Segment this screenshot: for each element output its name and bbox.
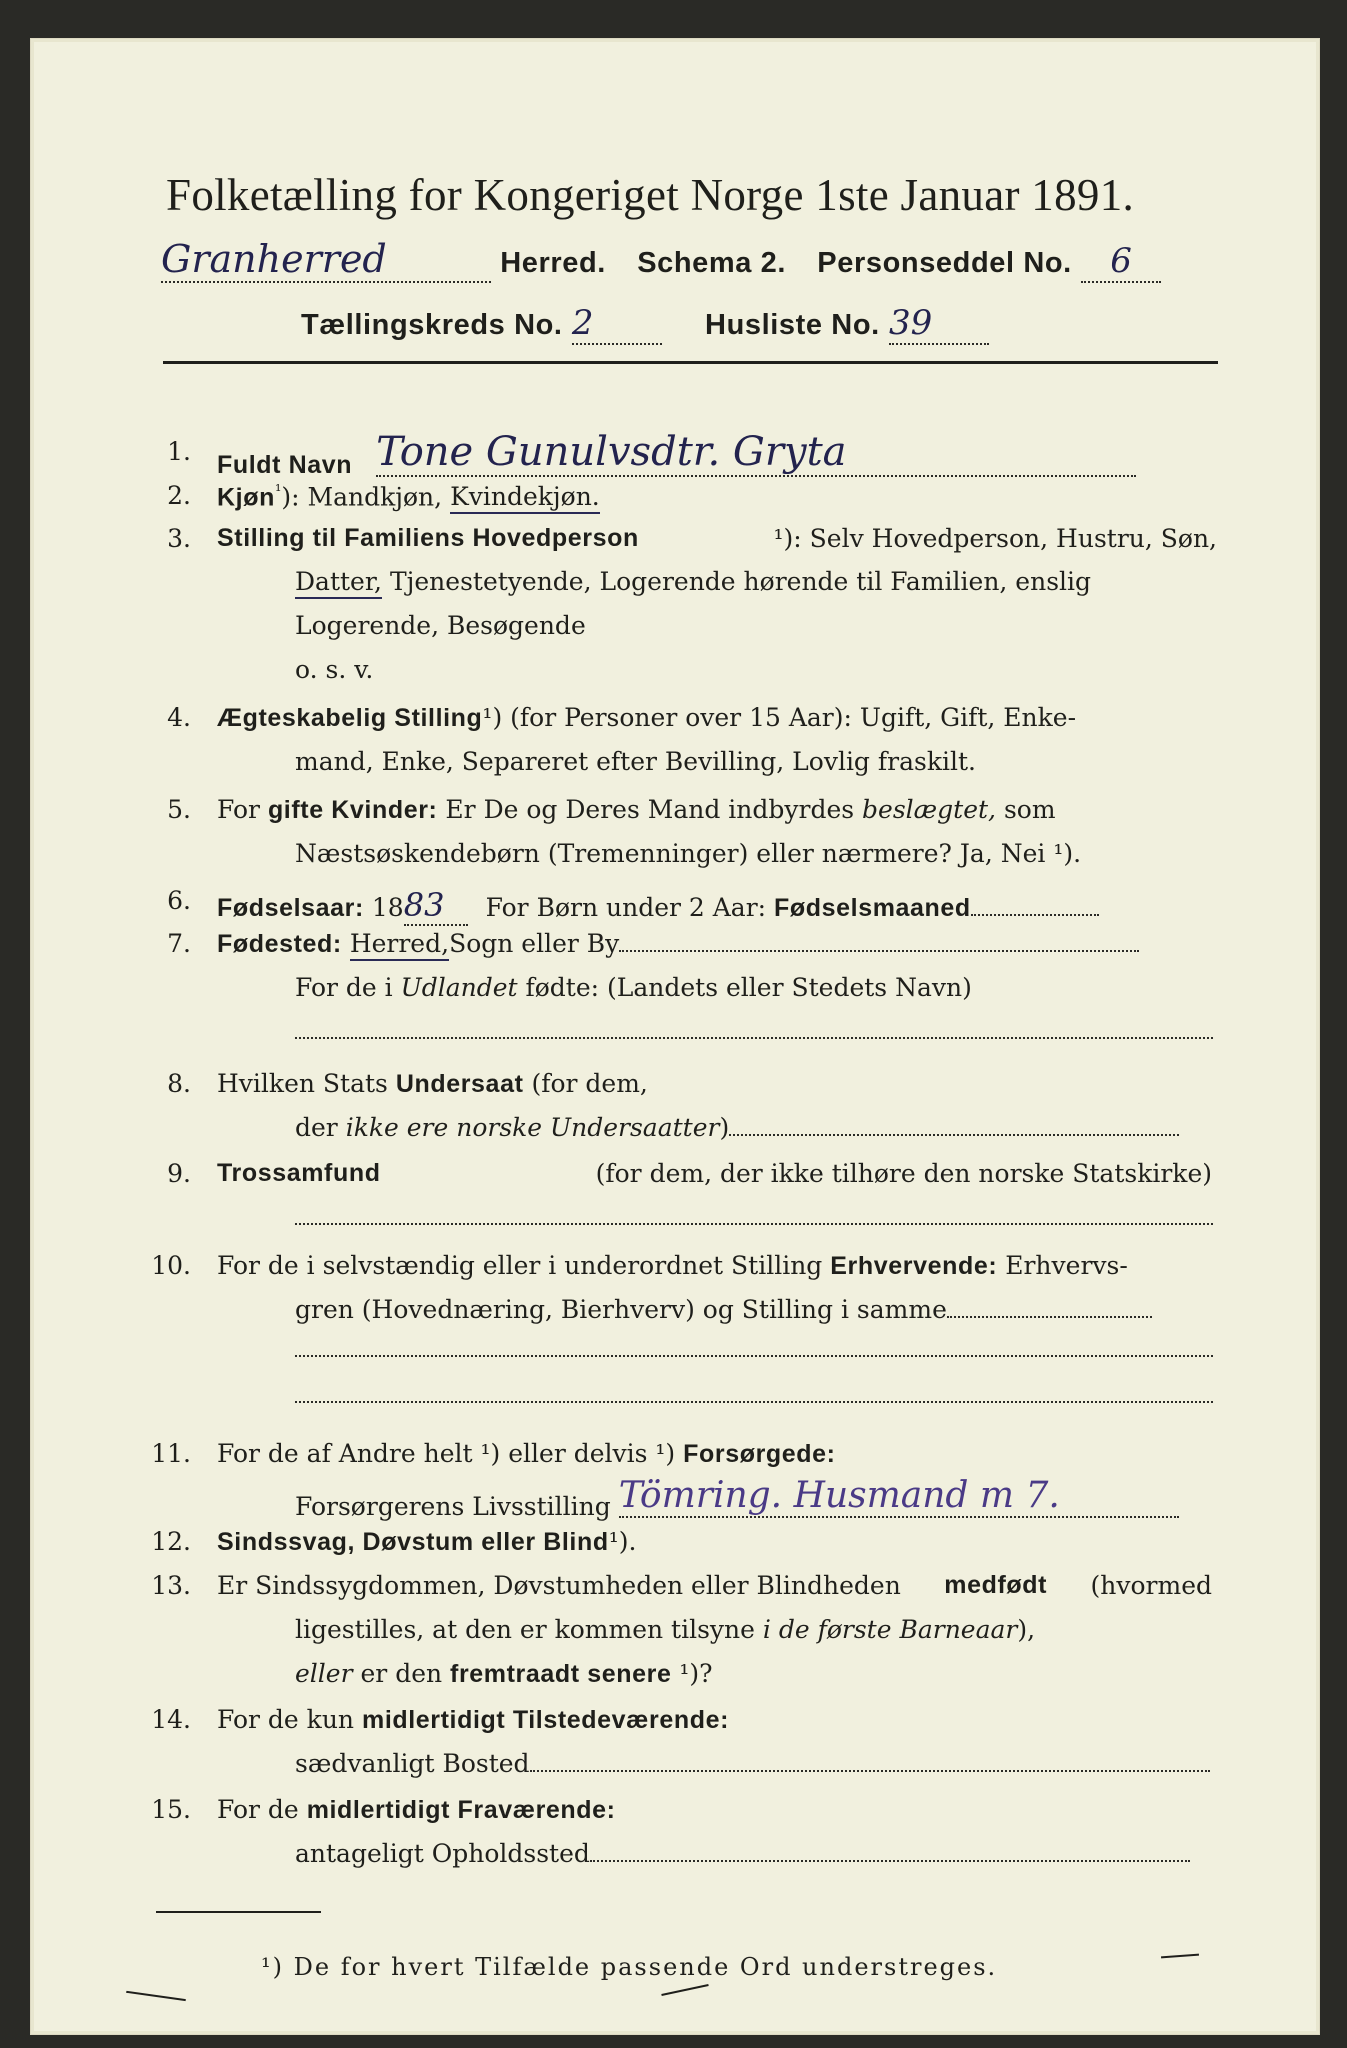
item-14-line-2 xyxy=(295,1749,1210,1778)
item-3-label: Stilling til Familiens Hovedperson xyxy=(217,524,639,552)
item-12-number: 12. xyxy=(151,1527,191,1556)
item-10-leader xyxy=(947,1316,1152,1318)
item-13-line-1 xyxy=(217,1571,1212,1600)
provider-occupation-value: Tömring. Husmand m 7. xyxy=(619,1475,1179,1518)
item-15-leader xyxy=(590,1860,1190,1862)
item-7-leader xyxy=(619,950,1139,952)
item-8-line-2-end: ) xyxy=(719,1113,730,1142)
item-6-label-2: Fødselsmaaned xyxy=(774,894,971,922)
item-9-blank-line xyxy=(295,1223,1213,1225)
herred-line xyxy=(161,237,1161,283)
footnote-rule xyxy=(156,1911,321,1913)
item-13-label: medfødt xyxy=(944,1571,1048,1599)
personseddel-number: 6 xyxy=(1081,241,1161,283)
item-13-line-2-italic: i de første Barneaar xyxy=(762,1615,1018,1644)
item-5-label: gifte Kvinder: xyxy=(267,796,438,824)
item-5-pre: For xyxy=(217,795,260,824)
item-4-line-1 xyxy=(217,703,1076,733)
item-3-line-1-rest: ¹): Selv Hovedperson, Hustru, Søn, xyxy=(773,524,1217,553)
footnote: ¹) De for hvert Tilfælde passende Ord understreges. xyxy=(261,1953,998,1981)
item-2-label: Kjøn xyxy=(217,483,275,512)
ink-mark xyxy=(661,1984,708,1996)
item-6-row xyxy=(217,886,1099,926)
item-9-row xyxy=(217,1159,1212,1188)
item-11-line-1 xyxy=(217,1439,836,1469)
item-15-number: 15. xyxy=(151,1795,191,1824)
item-6-rest: For Børn under 2 Aar: xyxy=(485,893,767,922)
ink-mark xyxy=(126,1991,186,2001)
item-10-label: Erhvervende: xyxy=(830,1252,998,1280)
husliste-number: 39 xyxy=(889,303,989,345)
item-13-pre: Er Sindssygdommen, Døvstumheden eller Blindheden xyxy=(217,1571,901,1600)
personseddel-label: Personseddel No. xyxy=(817,247,1072,279)
item-6-prefix: 18 xyxy=(371,893,404,922)
item-4-number: 4. xyxy=(167,703,191,732)
item-8-leader xyxy=(729,1134,1179,1136)
item-11-number: 11. xyxy=(151,1439,191,1468)
item-5-line-1-rest: Er De og Deres Mand indbyrdes xyxy=(445,795,855,824)
item-2-sup: ¹ xyxy=(274,481,282,500)
item-7-number: 7. xyxy=(167,929,191,958)
item-13-number: 13. xyxy=(151,1571,191,1600)
item-15-pre: For de xyxy=(217,1795,299,1824)
item-8-number: 8. xyxy=(167,1069,191,1098)
item-10-line-2-text: gren (Hovednæring, Bierhverv) og Stilling i samme xyxy=(295,1295,947,1324)
ink-mark xyxy=(1161,1954,1199,1959)
item-14-number: 14. xyxy=(151,1705,191,1734)
item-9-number: 9. xyxy=(167,1159,191,1188)
kreds-number: 2 xyxy=(572,303,662,345)
kreds-label: Tællingskreds No. xyxy=(301,309,563,341)
item-10-line-2 xyxy=(295,1295,1152,1324)
item-7-rest: Sogn eller By xyxy=(449,929,620,958)
item-1-number: 1. xyxy=(167,437,191,466)
item-8-line-2-pre: der xyxy=(295,1113,338,1142)
item-2-row xyxy=(217,481,600,512)
herred-label: Herred. xyxy=(500,247,606,279)
item-10-blank-line-2 xyxy=(295,1401,1213,1403)
kreds-line xyxy=(301,303,989,345)
item-11-pre: For de af Andre helt ¹) eller delvis ¹) xyxy=(217,1439,676,1468)
herred-name: Granherred xyxy=(161,237,491,283)
husliste-label: Husliste No. xyxy=(705,309,880,341)
item-14-line-1 xyxy=(217,1705,729,1735)
item-4-line-2: mand, Enke, Separeret efter Bevilling, Lovlig fraskilt. xyxy=(295,747,976,776)
item-10-blank-line-1 xyxy=(295,1355,1213,1357)
item-8-rest: (for dem, xyxy=(531,1069,648,1098)
item-7-line-1 xyxy=(217,929,1139,959)
item-7-line-2-rest: fødte: (Landets eller Stedets Navn) xyxy=(525,973,972,1002)
item-4-line-1-rest: ¹) (for Personer over 15 Aar): Ugift, Gift, Enke- xyxy=(482,703,1077,732)
full-name-value: Tone Gunulvsdtr. Gryta xyxy=(376,429,1136,477)
item-6-label: Fødselsaar: xyxy=(217,894,364,922)
item-15-label: midlertidigt Fraværende: xyxy=(306,1796,616,1824)
item-5-line-2: Næstsøskendebørn (Tremenninger) eller nærmere? Ja, Nei ¹). xyxy=(295,839,1082,868)
header-rule xyxy=(163,361,1218,364)
item-12-label: Sindssvag, Døvstum eller Blind xyxy=(217,1528,609,1556)
census-form-sheet xyxy=(30,38,1320,2035)
item-8-label: Undersaat xyxy=(395,1070,524,1098)
item-1-label: Fuldt Navn xyxy=(217,451,353,479)
item-14-line-2-text: sædvanligt Bosted xyxy=(295,1749,530,1778)
item-13-line-2 xyxy=(295,1615,1035,1644)
item-6-number: 6. xyxy=(167,886,191,915)
item-10-pre: For de i selvstændig eller i underordnet Stilling xyxy=(217,1251,823,1280)
item-3-line-2-rest: Tjenestetyende, Logerende hørende til Familien, enslig xyxy=(389,567,1092,596)
item-13-line-2-end: ), xyxy=(1017,1615,1036,1644)
item-7-line-2-pre: For de i xyxy=(295,973,393,1002)
item-13-line-3-end: ¹)? xyxy=(679,1659,713,1688)
item-10-line-1 xyxy=(217,1251,1128,1281)
item-2-rest: ): Mandkjøn, xyxy=(281,482,443,512)
item-13-line-2-pre: ligestilles, at den er kommen tilsyne xyxy=(295,1615,755,1644)
item-15-line-2 xyxy=(295,1839,1190,1868)
item-12-row xyxy=(217,1527,636,1557)
item-7-line-2-italic: Udlandet xyxy=(400,973,518,1002)
item-8-pre: Hvilken Stats xyxy=(217,1069,388,1098)
item-3-line-4: o. s. v. xyxy=(295,655,374,684)
item-14-pre: For de kun xyxy=(217,1705,355,1734)
schema-label: Schema 2. xyxy=(637,247,787,279)
item-3-line-2 xyxy=(295,567,1217,596)
item-8-line-2 xyxy=(295,1113,1179,1142)
item-11-line-2 xyxy=(295,1475,1179,1526)
item-7-line-2 xyxy=(295,973,972,1002)
item-7-blank-line xyxy=(295,1037,1213,1039)
item-10-number: 10. xyxy=(151,1251,191,1280)
item-7-selected-option: Herred, xyxy=(350,929,449,961)
item-8-line-1 xyxy=(217,1069,648,1099)
item-9-rest: (for dem, der ikke tilhøre den norske Statskirke) xyxy=(595,1159,1212,1188)
item-3-number: 3. xyxy=(167,524,191,553)
item-3-line-1 xyxy=(217,524,1217,553)
item-13-line-3 xyxy=(295,1659,713,1689)
form-title: Folketælling for Kongeriget Norge 1ste Januar 1891. xyxy=(166,170,1135,220)
item-10-end: Erhvervs- xyxy=(1005,1251,1128,1280)
item-13-line-3-italic: eller xyxy=(295,1659,353,1688)
item-8-line-2-italic: ikke ere norske Undersaatter xyxy=(345,1113,720,1142)
item-2-selected-option: Kvindekjøn. xyxy=(450,482,600,514)
item-13-line-3-label: fremtraadt senere xyxy=(450,1660,672,1688)
item-3-selected-option: Datter, xyxy=(295,567,382,599)
item-3-line-3: Logerende, Besøgende xyxy=(295,611,586,640)
birth-year-value: 83 xyxy=(404,886,468,926)
item-15-line-1 xyxy=(217,1795,616,1825)
item-11-label: Forsørgede: xyxy=(683,1440,836,1468)
item-6-leader xyxy=(971,914,1099,916)
item-5-line-1 xyxy=(217,795,1056,825)
item-5-italic: beslægtet, xyxy=(862,795,996,824)
item-11-line-2-text: Forsørgerens Livsstilling xyxy=(295,1492,611,1521)
item-12-end: ¹). xyxy=(608,1527,637,1556)
item-13-line-3-pre: er den xyxy=(360,1659,443,1688)
item-14-leader xyxy=(530,1770,1210,1772)
item-2-number: 2. xyxy=(167,481,191,510)
item-7-label: Fødested: xyxy=(217,930,342,958)
item-4-label: Ægteskabelig Stilling xyxy=(217,704,483,732)
item-13-end: (hvormed xyxy=(1090,1571,1212,1600)
item-5-line-1-end: som xyxy=(1003,795,1056,824)
item-5-number: 5. xyxy=(167,795,191,824)
item-9-label: Trossamfund xyxy=(217,1159,381,1187)
item-15-line-2-text: antageligt Opholdssted xyxy=(295,1839,590,1868)
item-1-row xyxy=(217,429,1136,485)
item-14-label: midlertidigt Tilstedeværende: xyxy=(361,1706,729,1734)
